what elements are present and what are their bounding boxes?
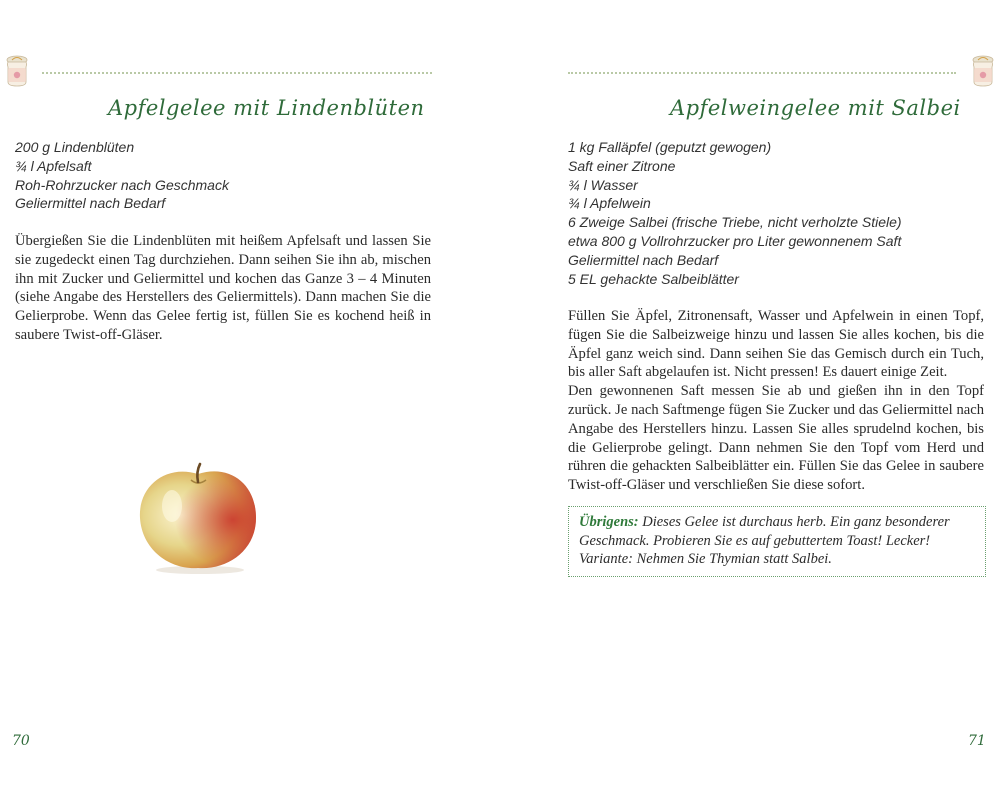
- tip-box: [568, 506, 986, 577]
- ingredient-item: Saft einer Zitrone: [568, 157, 676, 174]
- instructions-paragraph-1: Füllen Sie Äpfel, Zitronensaft, Wasser und Apfelwein in einen Topf, fügen Sie die Salbeizweige hinzu und lassen Sie alles kochen, bis die Äpfel ganz weich sind. Dann seihen Sie das Gemisch durch ein Tuch, bis aller Saft abgelaufen ist. Nicht pressen! Es dauert einige Zeit.: [568, 308, 984, 381]
- tip-text: Dieses Gelee ist durchaus herb. Ein ganz besonderer Geschmack. Probieren Sie es auf gebuttertem Toast! Lecker!: [579, 514, 950, 549]
- ingredient-item: ¾ l Apfelsaft: [15, 157, 92, 174]
- ingredient-item: 200 g Lindenblüten: [15, 139, 135, 155]
- ingredient-list: [15, 138, 435, 213]
- apple-illustration: [136, 458, 260, 576]
- page-number: 70: [12, 733, 30, 749]
- header-dotted-rule: [42, 72, 432, 74]
- recipe-instructions: Übergießen Sie die Lindenblüten mit heißem Apfelsaft und lassen Sie sie zugedeckt einen Tag durchziehen. Dann seihen Sie ihn ab, mischen ihn mit Zucker und Geliermittel und kochen das Ganze 3 – 4 Minuten (siehe Angabe des Herstellers des Geliermittels). Dann machen Sie die Gelierprobe. Wenn das Gelee fertig ist, füllen Sie es kochend heiß in saubere Twist-off-Gläser.: [15, 233, 431, 343]
- ingredient-item: 6 Zweige Salbei (frische Triebe, nicht verholzte Stiele): [568, 214, 902, 231]
- ingredient-item: Geliermittel nach Bedarf: [568, 251, 719, 268]
- right-page: [500, 0, 1000, 800]
- jam-jar-icon: [2, 54, 32, 88]
- recipe-instructions: [568, 307, 984, 495]
- header-dotted-rule: [568, 72, 956, 74]
- tip-label: Übrigens:: [579, 514, 639, 530]
- ingredient-item: Geliermittel nach Bedarf: [15, 195, 166, 212]
- instructions-paragraph-2: Den gewonnenen Saft messen Sie ab und gießen ihn in den Topf zurück. Je nach Saftmenge fügen Sie Zucker und das Geliermittel nach Angabe des Herstellers hinzu. Lassen Sie alles sprudelnd kochen, bis die Gelierprobe gelingt. Dann nehmen Sie den Topf vom Herd und rühren die gehackten Salbeiblätter ein. Füllen Sie das Gelee in saubere Twist-off-Gläser und verschließen Sie diese sofort.: [568, 383, 984, 494]
- ingredient-item: ¾ l Wasser: [568, 176, 638, 193]
- recipe-title: Apfelgelee mit Lindenblüten: [108, 96, 425, 120]
- ingredient-item: Roh-Rohrzucker nach Geschmack: [15, 176, 229, 193]
- jam-jar-icon: [968, 54, 998, 88]
- ingredient-list: [568, 138, 988, 288]
- page-number: 71: [968, 733, 986, 749]
- ingredient-item: 5 EL gehackte Salbeiblätter: [568, 270, 739, 287]
- recipe-title: Apfelweingelee mit Salbei: [670, 96, 961, 120]
- ingredient-item: etwa 800 g Vollrohrzucker pro Liter gewonnenem Saft: [568, 232, 902, 249]
- ingredient-item: ¾ l Apfelwein: [568, 195, 651, 212]
- tip-variant: Variante: Nehmen Sie Thymian statt Salbei.: [579, 551, 832, 567]
- ingredient-item: 1 kg Falläpfel (geputzt gewogen): [568, 139, 772, 155]
